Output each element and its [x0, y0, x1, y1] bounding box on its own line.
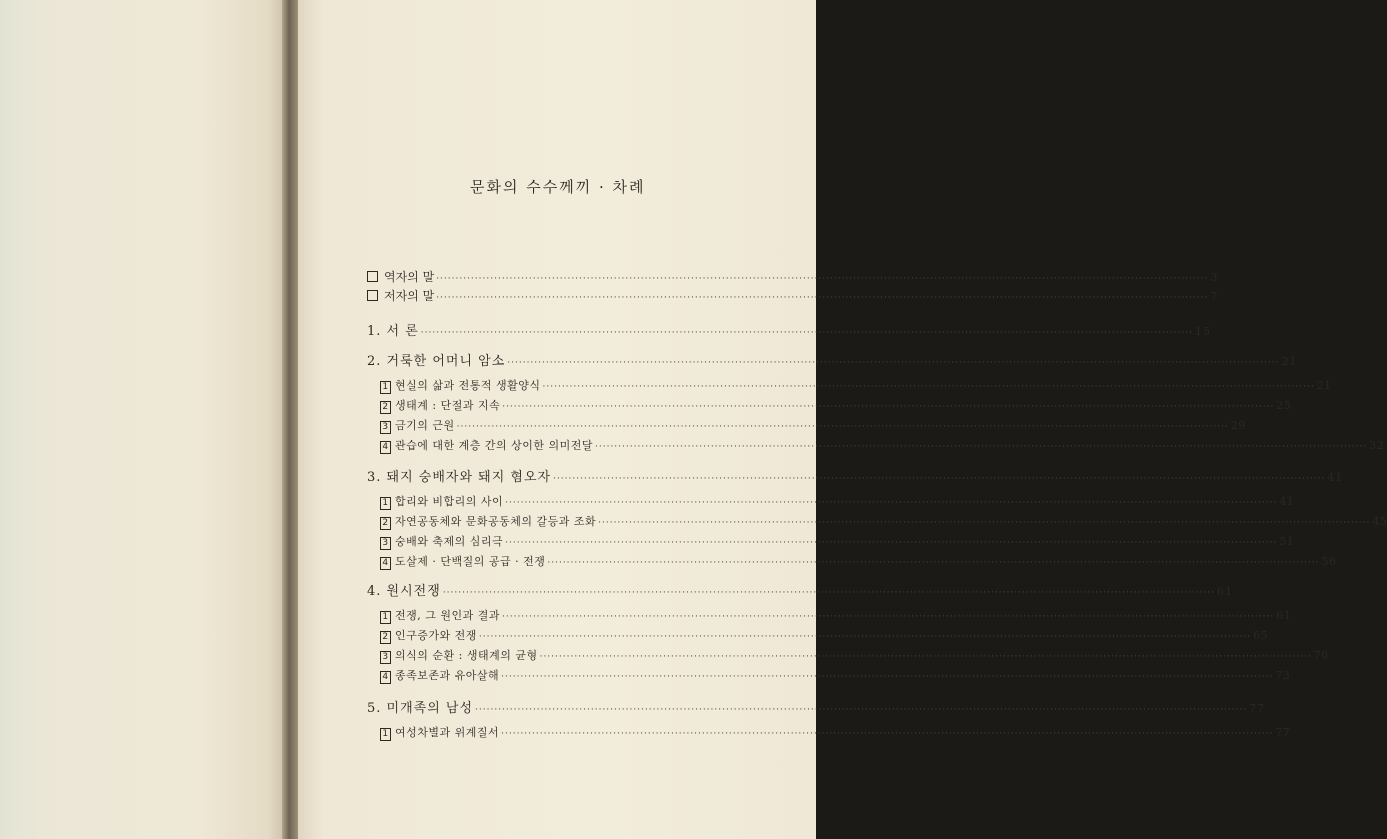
chapter-entry[interactable] [367, 320, 1211, 339]
section-entry[interactable] [380, 417, 1246, 434]
section-number-box: 4 [380, 557, 391, 570]
page-number: 25 [1276, 399, 1292, 412]
section-entry-label: 1 여성차별과 위계질서 [380, 724, 499, 741]
section-entry[interactable] [380, 607, 1292, 624]
section-entry-label: 4 도살제 · 단백질의 공급 · 전쟁 [380, 553, 545, 570]
section-entry-label: 4 관습에 대한 계층 간의 상이한 의미전달 [380, 437, 593, 454]
front-matter-entry-label: 저자의 말 [367, 287, 434, 304]
dot-leader: ········································································································································································································ [501, 729, 1274, 739]
page-number: 61 [1276, 609, 1292, 622]
dot-leader: ········································································································································································································ [553, 474, 1326, 484]
page-number: 56 [1321, 555, 1337, 568]
chapter-entry-label: 2. 거룩한 어머니 암소 [367, 354, 506, 369]
section-entry-label: 4 종족보존과 유아살해 [380, 667, 499, 684]
page-number: 21 [1281, 355, 1298, 368]
page-number: 73 [1275, 669, 1291, 682]
chapter-entry[interactable] [367, 350, 1298, 369]
section-number-box: 2 [380, 631, 391, 644]
chapter-entry[interactable] [367, 697, 1266, 716]
book-gutter [282, 0, 298, 839]
chapter-entry[interactable] [367, 580, 1233, 599]
section-entry-label: 1 현실의 삶과 전통적 생활양식 [380, 377, 541, 394]
chapter-entry[interactable] [367, 466, 1344, 485]
section-number-box: 1 [380, 381, 391, 394]
section-entry-label: 1 전쟁, 그 원인과 결과 [380, 607, 500, 624]
section-entry[interactable] [380, 553, 1337, 570]
section-entry[interactable] [380, 377, 1332, 394]
section-entry[interactable] [380, 397, 1292, 414]
checkbox-icon [367, 271, 378, 282]
page-number: 65 [1253, 629, 1269, 642]
section-entry[interactable] [380, 533, 1295, 550]
section-number-box: 3 [380, 421, 391, 434]
dot-leader: ········································································································································································································ [420, 328, 1193, 338]
checkbox-icon [367, 290, 378, 301]
section-number-box: 1 [380, 497, 391, 510]
section-entry-label: 2 자연공동체와 문화공동체의 갈등과 조화 [380, 513, 596, 530]
left-page [0, 0, 288, 839]
page-number: 70 [1313, 649, 1329, 662]
section-entry[interactable] [380, 513, 1387, 530]
dot-leader: ········································································································································································································ [507, 358, 1280, 368]
dot-leader: ········································································································································································································ [505, 498, 1278, 508]
page-number: 45 [1372, 515, 1387, 528]
dot-leader: ········································································································································································································ [501, 672, 1274, 682]
front-matter-entry-label: 역자의 말 [367, 268, 434, 285]
dot-leader: ········································································································································································································ [542, 382, 1315, 392]
dot-leader: ········································································································································································································ [442, 588, 1215, 598]
section-number-box: 2 [380, 517, 391, 530]
section-entry[interactable] [380, 627, 1269, 644]
section-entry-label: 3 금기의 근원 [380, 417, 455, 434]
dot-leader: ········································································································································································································ [502, 612, 1275, 622]
section-entry-label: 2 인구증가와 전쟁 [380, 627, 477, 644]
page-number: 29 [1230, 419, 1246, 432]
dot-leader: ········································································································································································································ [475, 705, 1248, 715]
page-number: 15 [1194, 325, 1211, 338]
section-number-box: 4 [380, 671, 391, 684]
section-entry[interactable] [380, 493, 1295, 510]
section-entry[interactable] [380, 724, 1291, 741]
section-entry-label: 3 숭배와 축제의 심리극 [380, 533, 503, 550]
page-number: 41 [1279, 495, 1295, 508]
section-number-box: 3 [380, 537, 391, 550]
section-number-box: 2 [380, 401, 391, 414]
dot-leader: ········································································································································································································ [539, 652, 1312, 662]
section-number-box: 4 [380, 441, 391, 454]
dot-leader: ········································································································································································································ [595, 442, 1368, 452]
page-number: 51 [1279, 535, 1295, 548]
page-number: 77 [1275, 726, 1291, 739]
section-entry[interactable] [380, 647, 1329, 664]
dot-leader: ········································································································································································································ [502, 402, 1275, 412]
section-number-box: 1 [380, 611, 391, 624]
page-number: 41 [1327, 471, 1344, 484]
section-entry-label: 3 의식의 순환 : 생태계의 균형 [380, 647, 538, 664]
page-number: 77 [1249, 702, 1266, 715]
page-number: 32 [1369, 439, 1385, 452]
dot-leader: ········································································································································································································ [456, 422, 1229, 432]
dot-leader: ········································································································································································································ [505, 538, 1278, 548]
dot-leader: ········································································································································································································ [478, 632, 1252, 642]
page-number: 3 [1210, 271, 1218, 284]
section-entry[interactable] [380, 667, 1291, 684]
page-number: 61 [1216, 585, 1233, 598]
chapter-entry-label: 1. 서 론 [367, 324, 419, 339]
dot-leader: ········································································································································································································ [547, 558, 1320, 568]
section-entry-label: 2 생태계 : 단절과 지속 [380, 397, 500, 414]
chapter-entry-label: 4. 원시전쟁 [367, 584, 441, 599]
page-number: 21 [1316, 379, 1332, 392]
section-entry[interactable] [380, 437, 1385, 454]
section-entry-label: 1 합리와 비합리의 사이 [380, 493, 503, 510]
dot-leader: ········································································································································································································ [436, 293, 1209, 303]
dot-leader: ········································································································································································································ [436, 274, 1209, 284]
chapter-entry-label: 5. 미개족의 남성 [367, 701, 474, 716]
chapter-entry-label: 3. 돼지 숭배자와 돼지 혐오자 [367, 470, 552, 485]
section-number-box: 1 [380, 728, 391, 741]
dot-leader: ········································································································································································································ [598, 518, 1371, 528]
front-matter-entry[interactable] [367, 268, 1218, 285]
page-number: 7 [1210, 290, 1218, 303]
section-number-box: 3 [380, 651, 391, 664]
front-matter-entry[interactable] [367, 287, 1218, 304]
page-title: 문화의 수수께끼 · 차례 [470, 178, 646, 196]
